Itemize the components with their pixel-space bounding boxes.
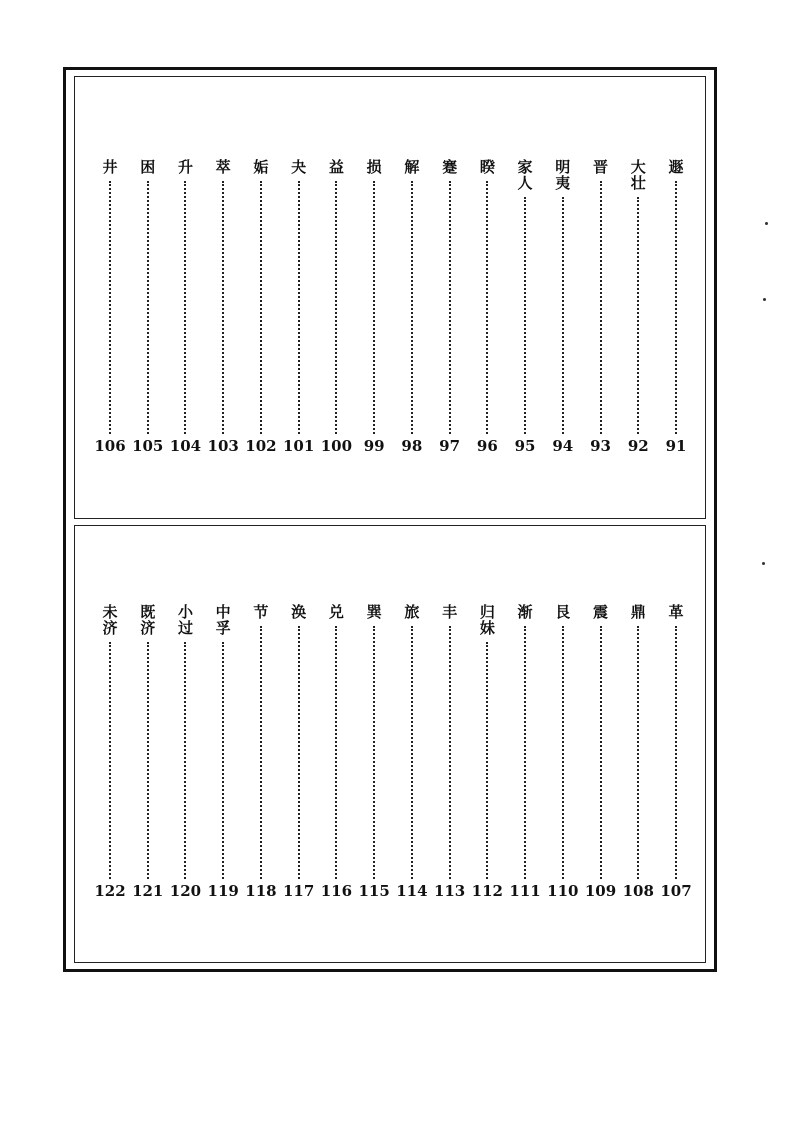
page-number: 98	[401, 437, 423, 455]
dot-leader	[675, 626, 677, 879]
hexagram-name-char: 革	[668, 603, 684, 621]
toc-entry	[657, 604, 695, 899]
hexagram-name	[178, 159, 193, 175]
hexagram-name-char: 夷	[555, 174, 571, 192]
toc-entry	[166, 159, 204, 454]
dot-leader	[486, 642, 488, 879]
hexagram-name-char: 遯	[668, 158, 684, 176]
toc-entry	[619, 604, 657, 899]
hexagram-name-char: 济	[140, 619, 156, 637]
page-number: 119	[207, 882, 239, 900]
hexagram-name	[253, 159, 268, 175]
toc-entry	[242, 159, 280, 454]
toc-panel-bottom	[74, 525, 706, 963]
toc-entry	[204, 159, 242, 454]
hexagram-name	[593, 604, 608, 620]
hexagram-name-char: 渐	[517, 603, 533, 621]
dot-leader	[449, 626, 451, 879]
dot-leader	[637, 626, 639, 879]
toc-entry	[166, 604, 204, 899]
dot-leader	[147, 181, 149, 434]
dot-leader	[109, 181, 111, 434]
toc-entry	[506, 604, 544, 899]
page-number: 109	[584, 882, 617, 900]
page-number: 116	[320, 882, 353, 900]
page-number: 96	[476, 437, 498, 455]
toc-entry	[619, 159, 657, 454]
hexagram-name-char: 节	[253, 603, 269, 621]
page-number: 117	[283, 882, 315, 900]
hexagram-name	[216, 604, 231, 636]
toc-entry	[91, 159, 129, 454]
hexagram-name	[178, 604, 193, 636]
hexagram-name	[442, 159, 457, 175]
hexagram-name	[480, 604, 495, 636]
dot-leader	[222, 181, 224, 434]
hexagram-name	[102, 604, 117, 636]
page-number: 106	[94, 437, 126, 455]
page-number: 92	[627, 437, 649, 455]
dot-leader	[637, 197, 639, 434]
toc-entry	[582, 159, 620, 454]
hexagram-name-char: 归	[479, 603, 495, 621]
dot-leader	[600, 181, 602, 434]
toc-entry	[431, 604, 469, 899]
hexagram-name	[216, 159, 231, 175]
toc-entry	[393, 604, 431, 899]
page-number: 111	[509, 882, 541, 900]
dot-leader	[147, 642, 149, 879]
hexagram-name-char: 壮	[630, 174, 646, 192]
dot-leader	[411, 626, 413, 879]
scan-speck	[762, 562, 765, 565]
toc-entry	[317, 604, 355, 899]
hexagram-name	[668, 159, 683, 175]
scan-speck	[765, 222, 768, 225]
page-number: 107	[660, 882, 692, 900]
toc-entry	[544, 604, 582, 899]
hexagram-name	[291, 604, 306, 620]
page-number: 93	[590, 437, 611, 455]
hexagram-name	[367, 604, 382, 620]
hexagram-name	[367, 159, 382, 175]
hexagram-name	[593, 159, 608, 175]
hexagram-name-char: 小	[177, 603, 193, 621]
toc-frame	[63, 67, 717, 972]
toc-entry	[204, 604, 242, 899]
dot-leader	[184, 642, 186, 879]
hexagram-name-char: 人	[517, 174, 533, 192]
hexagram-name-char: 妹	[479, 619, 495, 637]
hexagram-name-char: 过	[177, 619, 193, 637]
hexagram-name	[668, 604, 683, 620]
hexagram-name-char: 姤	[253, 158, 269, 176]
dot-leader	[411, 181, 413, 434]
page-number: 99	[363, 437, 385, 455]
dot-leader	[524, 626, 526, 879]
page-number: 110	[547, 882, 579, 900]
page-number: 115	[358, 882, 390, 900]
hexagram-name	[140, 604, 155, 636]
hexagram-name-char: 困	[140, 158, 156, 176]
dot-leader	[109, 642, 111, 879]
page-number: 104	[169, 437, 202, 455]
page-number: 97	[439, 437, 461, 455]
toc-entry	[280, 604, 318, 899]
hexagram-name	[140, 159, 155, 175]
scan-speck	[763, 298, 766, 301]
hexagram-name-char: 井	[102, 158, 118, 176]
hexagram-name-char: 夬	[291, 158, 307, 176]
hexagram-name	[480, 159, 495, 175]
dot-leader	[184, 181, 186, 434]
toc-entry	[431, 159, 469, 454]
dot-leader	[373, 626, 375, 879]
hexagram-name-char: 益	[328, 158, 344, 176]
dot-leader	[486, 181, 488, 434]
hexagram-name-char: 孚	[215, 619, 231, 637]
hexagram-name	[253, 604, 268, 620]
toc-entry	[582, 604, 620, 899]
hexagram-name-char: 鼎	[630, 603, 646, 621]
dot-leader	[260, 626, 262, 879]
dot-leader	[600, 626, 602, 879]
page-number: 108	[622, 882, 654, 900]
dot-leader	[562, 197, 564, 434]
toc-panel-top	[74, 76, 706, 519]
page-number: 118	[245, 882, 277, 900]
hexagram-name-char: 艮	[555, 603, 571, 621]
toc-entry	[393, 159, 431, 454]
dot-leader	[335, 181, 337, 434]
hexagram-name	[518, 604, 533, 620]
hexagram-name-char: 未	[102, 603, 118, 621]
hexagram-name	[404, 159, 419, 175]
page-number: 113	[433, 882, 466, 900]
toc-entry	[506, 159, 544, 454]
hexagram-name-char: 升	[177, 158, 193, 176]
toc-entry	[129, 159, 167, 454]
hexagram-name-char: 丰	[442, 603, 458, 621]
page-number: 91	[665, 437, 687, 455]
hexagram-name-char: 旅	[404, 603, 420, 621]
hexagram-name	[404, 604, 419, 620]
hexagram-name-char: 解	[404, 158, 420, 176]
toc-entry	[468, 159, 506, 454]
dot-leader	[675, 181, 677, 434]
dot-leader	[298, 181, 300, 434]
page-number: 122	[94, 882, 126, 900]
page-number: 102	[245, 437, 277, 455]
hexagram-name	[291, 159, 306, 175]
page-number: 112	[471, 882, 503, 900]
dot-leader	[449, 181, 451, 434]
dot-leader	[373, 181, 375, 434]
toc-entry	[355, 604, 393, 899]
toc-entry	[91, 604, 129, 899]
hexagram-name-char: 既	[140, 603, 156, 621]
hexagram-name-char: 涣	[291, 603, 307, 621]
hexagram-name	[518, 159, 533, 191]
hexagram-name-char: 兑	[328, 603, 344, 621]
hexagram-name	[442, 604, 457, 620]
toc-entry	[317, 159, 355, 454]
hexagram-name-char: 大	[630, 158, 646, 176]
dot-leader	[335, 626, 337, 879]
page-number: 95	[514, 437, 536, 455]
hexagram-name-char: 明	[555, 158, 571, 176]
page-number: 94	[552, 437, 574, 455]
toc-entry	[657, 159, 695, 454]
toc-entry	[129, 604, 167, 899]
toc-entry	[468, 604, 506, 899]
hexagram-name	[102, 159, 117, 175]
dot-leader	[524, 197, 526, 434]
page-number: 100	[320, 437, 353, 455]
hexagram-name	[631, 159, 646, 191]
page-number: 101	[283, 437, 315, 455]
dot-leader	[298, 626, 300, 879]
hexagram-name-char: 睽	[479, 158, 495, 176]
toc-entry	[544, 159, 582, 454]
hexagram-name-char: 家	[517, 158, 533, 176]
hexagram-name	[329, 604, 344, 620]
hexagram-name-char: 损	[366, 158, 382, 176]
hexagram-name	[631, 604, 646, 620]
hexagram-name-char: 中	[215, 603, 231, 621]
hexagram-name-char: 济	[102, 619, 118, 637]
hexagram-name-char: 震	[593, 603, 609, 621]
page-number: 105	[132, 437, 164, 455]
dot-leader	[562, 626, 564, 879]
hexagram-name	[555, 604, 570, 620]
page-number: 103	[207, 437, 239, 455]
hexagram-name-char: 蹇	[442, 158, 458, 176]
page-number: 120	[169, 882, 202, 900]
page-number: 121	[132, 882, 164, 900]
toc-entry	[280, 159, 318, 454]
hexagram-name-char: 晋	[593, 158, 609, 176]
dot-leader	[222, 642, 224, 879]
hexagram-name-char: 萃	[215, 158, 231, 176]
dot-leader	[260, 181, 262, 434]
hexagram-name-char: 巽	[366, 603, 382, 621]
toc-entry	[355, 159, 393, 454]
hexagram-name	[329, 159, 344, 175]
hexagram-name	[555, 159, 570, 191]
toc-entry	[242, 604, 280, 899]
page-number: 114	[396, 882, 428, 900]
